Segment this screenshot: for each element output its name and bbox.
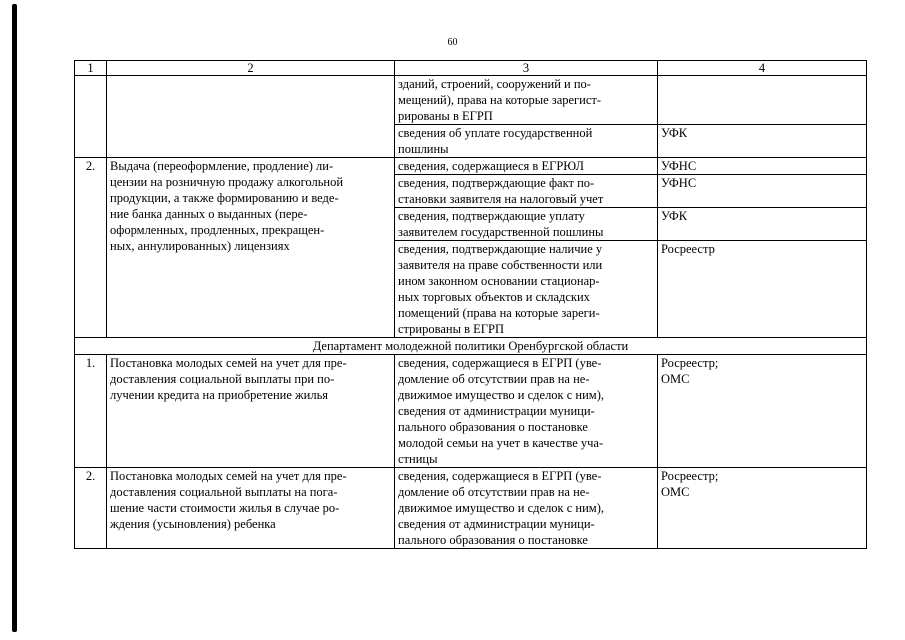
column-header-3: 3: [395, 61, 658, 76]
service-cell: Выдача (переоформление, продление) ли- цензии на розничную продажу алкогольной продукции, а также формированию и веде- ние банка данных о выданных (пере- оформленных, продленных, прекращен- ных, аннулированных) лицензиях: [107, 158, 395, 338]
agency-cell: УФК: [658, 125, 867, 158]
info-cell: сведения, подтверждающие факт по- становки заявителя на налоговый учет: [395, 175, 658, 208]
agency-cell: [658, 76, 867, 125]
row-number: 2.: [75, 158, 107, 338]
service-cell: Постановка молодых семей на учет для пре- доставления социальной выплаты на пога- шение части стоимости жилья в случае ро- ждения (усыновления) ребенка: [107, 468, 395, 549]
section-heading-row: [75, 338, 867, 355]
column-header-1: 1: [75, 61, 107, 76]
table-row: [75, 468, 867, 549]
agency-cell: УФНС: [658, 158, 867, 175]
info-cell: зданий, строений, сооружений и по- мещений), права на которые зарегист- рированы в ЕГРП: [395, 76, 658, 125]
table-row: [75, 76, 867, 125]
row-number: 1.: [75, 355, 107, 468]
column-header-2: 2: [107, 61, 395, 76]
info-cell: сведения, подтверждающие наличие у заявителя на праве собственности или ином законном основании стационар- ных торговых объектов и складских помещений (права на которые зареги- стрированы в ЕГРП: [395, 241, 658, 338]
agency-cell: УФНС: [658, 175, 867, 208]
info-cell: сведения, содержащиеся в ЕГРЮЛ: [395, 158, 658, 175]
table-row: [75, 355, 867, 468]
column-header-4: 4: [658, 61, 867, 76]
scan-edge-bar: [12, 4, 17, 632]
info-cell: сведения об уплате государственной пошлины: [395, 125, 658, 158]
info-cell: сведения, содержащиеся в ЕГРП (уве- домление об отсутствии прав на не- движимое имущество и сделок с ним), сведения от администрации муници- пального образования о постановке молодой семьи на учет в качестве уча- стницы: [395, 355, 658, 468]
agency-cell: Росреестр; ОМС: [658, 468, 867, 549]
info-cell: сведения, подтверждающие уплату заявителем государственной пошлины: [395, 208, 658, 241]
section-title: Департамент молодежной политики Оренбургской области: [75, 338, 867, 355]
table-row: [75, 158, 867, 175]
page-number: 60: [447, 37, 458, 48]
agency-cell: Росреестр: [658, 241, 867, 338]
service-cell: Постановка молодых семей на учет для пре- доставления социальной выплаты при по- лучении кредита на приобретение жилья: [107, 355, 395, 468]
services-table: [74, 60, 867, 549]
empty-service-cell: [107, 76, 395, 158]
info-cell: сведения, содержащиеся в ЕГРП (уве- домление об отсутствии прав на не- движимое имущество и сделок с ним), сведения от администрации муници- пального образования о постановке: [395, 468, 658, 549]
agency-cell: УФК: [658, 208, 867, 241]
agency-cell: Росреестр; ОМС: [658, 355, 867, 468]
empty-num-cell: [75, 76, 107, 158]
column-number-row: [75, 61, 867, 76]
row-number: 2.: [75, 468, 107, 549]
